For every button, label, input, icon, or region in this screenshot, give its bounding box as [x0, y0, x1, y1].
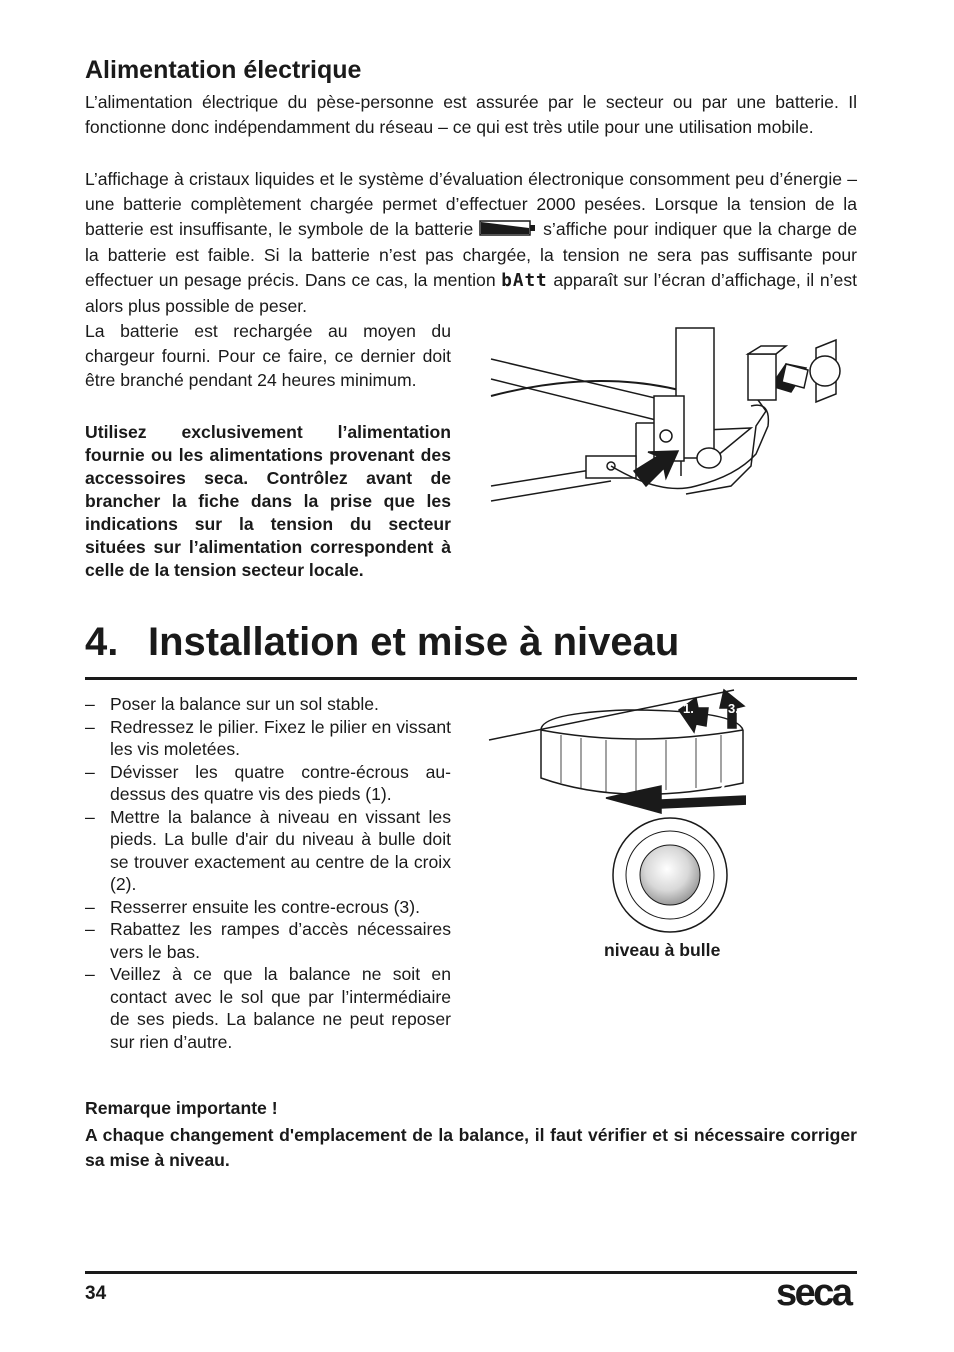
label-step-1: 1. [683, 701, 694, 716]
step-text: Mettre la balance à niveau en vissant les pieds. La bulle d'air du niveau à bulle doit se trouver exactement au centre de la croix (2). [110, 806, 451, 894]
list-item [85, 806, 451, 896]
list-dash: – [85, 806, 95, 827]
note-body: A chaque changement d'emplacement de la balance, il faut vérifier et si nécessaire corriger sa mise à niveau. [85, 1125, 857, 1170]
list-dash: – [85, 761, 95, 782]
list-item [85, 693, 451, 716]
section-divider [85, 677, 857, 680]
battery-low-icon [479, 218, 537, 243]
battery-text-1: L’affichage à cristaux liquides et le système d’évaluation électronique consomment peu d’énergie – une batterie complètement chargée permet d’effectuer 2000 pesées. Lorsque la tension de la batterie est insuffisante, le symbole de la batterie [85, 169, 857, 239]
battery-text-3: apparaît sur l’écran d’affichage, il n’est alors plus possible de peser. [85, 269, 858, 316]
section-title-text: Installation et mise à niveau [148, 620, 680, 664]
step-text: Dévisser les quatre contre-écrous au-dessus des quatre vis des pieds (1). [110, 761, 451, 804]
figure-caption: niveau à bulle [604, 940, 721, 960]
page-number: 34 [85, 1283, 107, 1304]
note-title: Remarque importante ! [85, 1098, 278, 1118]
label-step-2: 2. [716, 779, 731, 798]
step-text: Rabattez les rampes d’accès nécessaires vers le bas. [110, 919, 451, 962]
step-text: Redressez le pilier. Fixez le pilier en vissant les vis moletées. [110, 716, 451, 759]
paragraph-battery-info [85, 167, 857, 319]
list-dash: – [85, 716, 95, 737]
lcd-batt-label: bAtt [501, 270, 548, 291]
step-text: Veillez à ce que la balance ne soit en contact avec le sol que par l’intermédiaire de ses pieds. La balance ne peut reposer sur rien d’autre. [110, 964, 451, 1052]
label-step-3: 3. [728, 701, 739, 716]
section-heading-power: Alimentation électrique [85, 56, 362, 84]
footer-divider [85, 1271, 857, 1274]
section-title-installation [85, 620, 679, 665]
battery-text-2: s’affiche pour indiquer que la charge de la batterie est faible. Si la batterie n’est pas chargée, la tension ne sera pas suffisante pour effectuer un pesage précis. Dans ce cas, la mention [85, 219, 858, 290]
charger-illustration [486, 326, 846, 511]
warning-power-supply: Utilisez exclusivement l’alimentation fournie ou les alimentations provenant des accessoires seca. Contrôlez avant de brancher la fiche dans la prise que les indications sur la tension du secteur situées sur l’alimentation correspondent à celle de la tension secteur locale. [85, 422, 451, 580]
list-dash: – [85, 964, 95, 984]
list-dash: – [85, 896, 95, 917]
installation-steps [85, 693, 451, 1053]
list-item [85, 963, 451, 1053]
section-number: 4. [85, 620, 119, 664]
leveling-illustration [486, 688, 746, 943]
list-item [85, 918, 451, 963]
paragraph-power-intro: L’alimentation électrique du pèse-personne est assurée par le secteur ou par une batterie. Il fonctionne donc indépendamment du réseau – ce qui est très utile pour une utilisation mobile. [85, 92, 857, 137]
paragraph-charging: La batterie est rechargée au moyen du chargeur fourni. Pour ce faire, ce dernier doit être branché pendant 24 heures minimum. [85, 321, 451, 390]
list-item [85, 896, 451, 919]
step-text: Poser la balance sur un sol stable. [110, 694, 379, 714]
step-text: Resserrer ensuite les contre-ecrous (3). [110, 896, 420, 917]
list-item [85, 716, 451, 761]
list-item [85, 761, 451, 806]
seca-logo: seca [776, 1272, 851, 1314]
list-dash: – [85, 919, 95, 939]
list-dash: – [85, 694, 95, 714]
